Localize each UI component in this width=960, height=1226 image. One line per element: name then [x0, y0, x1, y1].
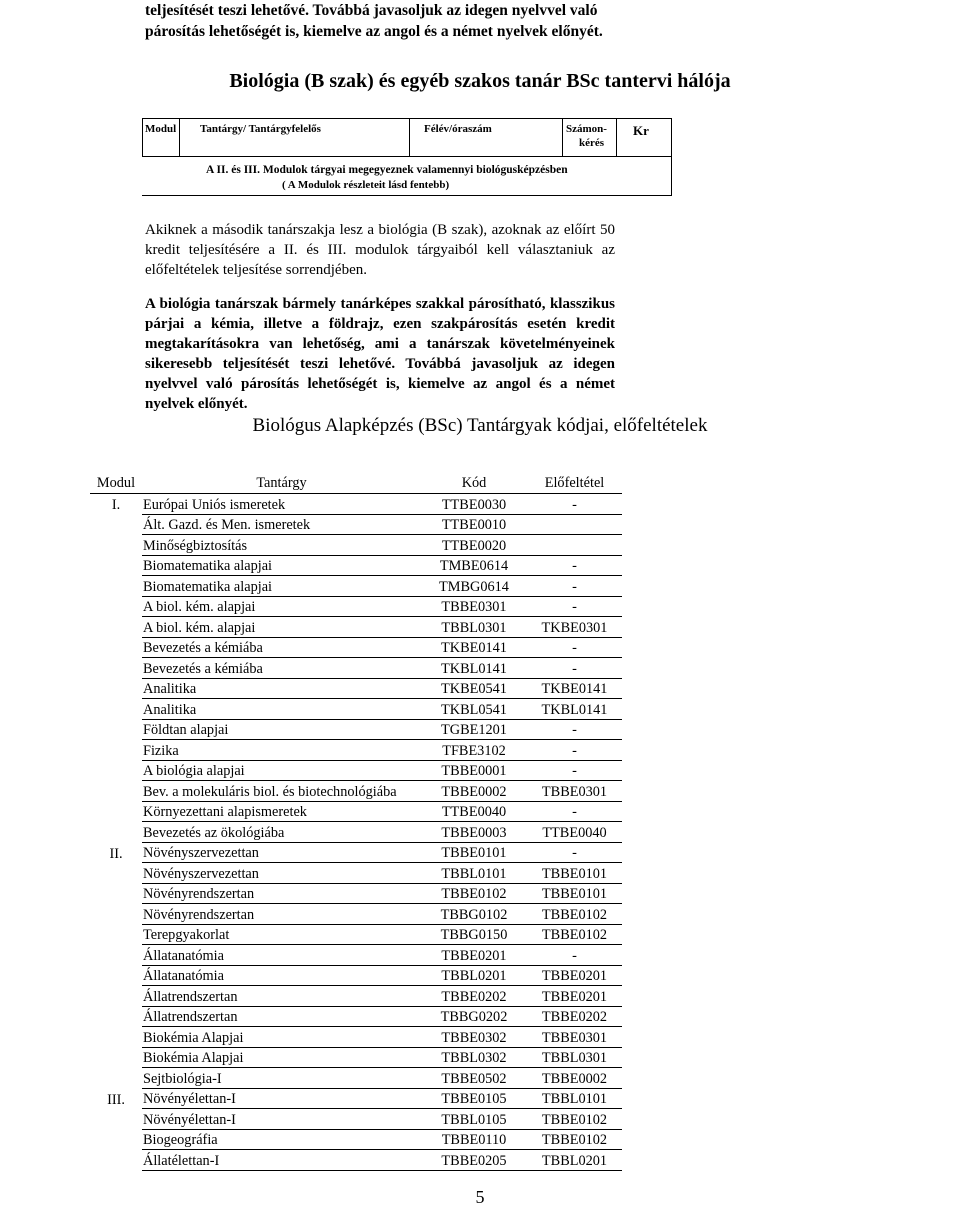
- row-code: TBBE0002: [421, 781, 527, 802]
- row-code: TFBE3102: [421, 740, 527, 761]
- row-modul: [90, 514, 142, 535]
- row-code: TKBE0541: [421, 678, 527, 699]
- row-subject: A biol. kém. alapjai: [142, 596, 421, 617]
- header-mid-rule: [142, 156, 672, 157]
- row-subject: A biol. kém. alapjai: [142, 617, 421, 638]
- row-modul: [90, 801, 142, 822]
- table-row: [90, 658, 622, 679]
- table-row: [90, 514, 622, 535]
- row-subject: Állatrendszertan: [142, 986, 421, 1007]
- table-row: [90, 1129, 622, 1150]
- table-row: [90, 1047, 622, 1068]
- row-modul: II.: [109, 845, 123, 862]
- table-row: [90, 1006, 622, 1027]
- row-code: TBBE0302: [421, 1027, 527, 1048]
- row-code: TBBE0110: [421, 1129, 527, 1150]
- table-row: [90, 1088, 622, 1109]
- top-paragraph: teljesítését teszi lehetővé. Továbbá javasoljuk az idegen nyelvvel való párosítás lehetőségét is, kiemelve az angol és a német nyelvek előnyét.: [145, 2, 603, 40]
- row-prerequisite: TBBE0002: [527, 1068, 622, 1089]
- paragraph-pairing: A biológia tanárszak bármely tanárképes szakkal párosítható, klasszikus párjai a kémia, illetve a földrajz, ezen szakpárosítás esetén kredit megtakarításokra van lehetőség, ami a tanárszak követelményeinek sikeresebb teljesítését teszi lehetővé. Továbbá javasoljuk az idegen nyelvvel való párosítás lehetőségét is, kiemelve az angol és a német nyelvek előnyét.: [145, 296, 615, 412]
- row-modul: [90, 986, 142, 1007]
- row-subject: Növényszervezettan: [142, 863, 421, 884]
- row-prerequisite: TBBE0102: [527, 1129, 622, 1150]
- row-modul: [90, 658, 142, 679]
- row-modul: III.: [107, 1091, 125, 1108]
- row-code: TBBL0101: [421, 863, 527, 884]
- row-modul: [90, 965, 142, 986]
- row-code: TKBE0141: [421, 637, 527, 658]
- row-code: TBBE0101: [421, 842, 527, 863]
- header-exam: Számon-: [566, 123, 607, 135]
- row-modul: [90, 678, 142, 699]
- row-subject: Környezettani alapismeretek: [142, 801, 421, 822]
- row-prerequisite: TBBE0102: [527, 1109, 622, 1130]
- row-subject: Biomatematika alapjai: [142, 576, 421, 597]
- row-modul: [90, 1047, 142, 1068]
- row-modul: [90, 904, 142, 925]
- header-col-rule: [562, 118, 563, 156]
- table-header-row: [90, 474, 622, 494]
- row-modul: I.: [111, 497, 121, 513]
- header-col-rule: [409, 118, 410, 156]
- row-code: TBBE0301: [421, 596, 527, 617]
- row-subject: Fizika: [142, 740, 421, 761]
- row-modul: [90, 596, 142, 617]
- row-prerequisite: -: [527, 637, 622, 658]
- row-prerequisite: -: [527, 842, 622, 863]
- row-subject: Biokémia Alapjai: [142, 1027, 421, 1048]
- row-prerequisite: TBBE0101: [527, 883, 622, 904]
- row-code: TGBE1201: [421, 719, 527, 740]
- row-subject: Biokémia Alapjai: [142, 1047, 421, 1068]
- row-prerequisite: -: [527, 658, 622, 679]
- section-title: Biológia (B szak) és egyéb szakos tanár BSc tantervi hálója: [229, 70, 731, 92]
- table-row: [90, 596, 622, 617]
- row-prerequisite: TBBE0301: [527, 1027, 622, 1048]
- table-row: [90, 576, 622, 597]
- row-modul: [90, 924, 142, 945]
- row-prerequisite: [527, 514, 622, 535]
- table-row: [90, 1027, 622, 1048]
- table-row: [90, 637, 622, 658]
- page-number: 5: [475, 1187, 485, 1207]
- header-semester: Félév/óraszám: [424, 123, 492, 135]
- row-subject: Analitika: [142, 699, 421, 720]
- row-prerequisite: TBBE0201: [527, 986, 622, 1007]
- row-subject: Ált. Gazd. és Men. ismeretek: [142, 514, 421, 535]
- header-col-rule: [142, 118, 143, 156]
- row-code: TBBE0001: [421, 760, 527, 781]
- row-modul: [90, 1150, 142, 1171]
- row-prerequisite: -: [527, 760, 622, 781]
- row-prerequisite: TBBE0202: [527, 1006, 622, 1027]
- row-subject: Sejtbiológia-I: [142, 1068, 421, 1089]
- row-prerequisite: TBBL0301: [527, 1047, 622, 1068]
- row-code: TBBG0150: [421, 924, 527, 945]
- row-subject: Terepgyakorlat: [142, 924, 421, 945]
- row-modul: [90, 699, 142, 720]
- row-prerequisite: -: [527, 494, 622, 515]
- row-modul: [90, 1027, 142, 1048]
- table-row: [90, 617, 622, 638]
- row-code: TKBL0141: [421, 658, 527, 679]
- table-row: [90, 699, 622, 720]
- table-row: [90, 965, 622, 986]
- row-modul: [90, 781, 142, 802]
- row-code: TMBG0614: [421, 576, 527, 597]
- table-row: [90, 1068, 622, 1089]
- row-prerequisite: TBBL0101: [527, 1088, 622, 1109]
- header-subject: Tantárgy/ Tantárgyfelelős: [200, 123, 321, 135]
- row-subject: Bevezetés a kémiába: [142, 658, 421, 679]
- row-code: TKBL0541: [421, 699, 527, 720]
- row-code: TBBE0202: [421, 986, 527, 1007]
- row-prerequisite: TKBE0301: [527, 617, 622, 638]
- row-subject: Földtan alapjai: [142, 719, 421, 740]
- col-header-modul: Modul: [90, 474, 142, 494]
- table-row: [90, 719, 622, 740]
- header-col-rule: [179, 118, 180, 156]
- row-modul: [90, 1129, 142, 1150]
- row-modul: [90, 1109, 142, 1130]
- table-row: [90, 883, 622, 904]
- row-modul: [90, 637, 142, 658]
- row-subject: Bevezetés a kémiába: [142, 637, 421, 658]
- table-row: [90, 863, 622, 884]
- col-header-subject: Tantárgy: [142, 474, 421, 494]
- table-row: [90, 986, 622, 1007]
- course-codes-table: [90, 474, 622, 1171]
- row-code: TBBL0201: [421, 965, 527, 986]
- table-subtitle: Biológus Alapképzés (BSc) Tantárgyak kódjai, előfeltételek: [252, 415, 708, 436]
- col-header-code: Kód: [421, 474, 527, 494]
- row-prerequisite: -: [527, 801, 622, 822]
- row-code: TBBL0302: [421, 1047, 527, 1068]
- row-prerequisite: TTBE0040: [527, 822, 622, 843]
- row-prerequisite: TBBE0101: [527, 863, 622, 884]
- row-modul: [90, 740, 142, 761]
- row-code: TTBE0010: [421, 514, 527, 535]
- col-header-prerequisite: Előfeltétel: [527, 474, 622, 494]
- header-top-rule: [142, 118, 672, 119]
- row-modul: [90, 945, 142, 966]
- row-modul: [90, 883, 142, 904]
- row-prerequisite: TBBE0301: [527, 781, 622, 802]
- row-code: TBBE0102: [421, 883, 527, 904]
- row-modul: [90, 555, 142, 576]
- row-subject: Állatanatómia: [142, 965, 421, 986]
- header-bottom-rule: [142, 195, 672, 196]
- row-code: TTBE0020: [421, 535, 527, 556]
- row-subject: Növényélettan-I: [142, 1088, 421, 1109]
- row-subject: Analitika: [142, 678, 421, 699]
- row-subject: A biológia alapjai: [142, 760, 421, 781]
- row-subject: Minőségbiztosítás: [142, 535, 421, 556]
- row-code: TTBE0030: [421, 494, 527, 515]
- row-modul: [90, 535, 142, 556]
- table-row: [90, 1150, 622, 1171]
- row-modul: [90, 617, 142, 638]
- row-subject: Növényélettan-I: [142, 1109, 421, 1130]
- row-code: TBBL0105: [421, 1109, 527, 1130]
- row-prerequisite: TBBE0201: [527, 965, 622, 986]
- row-prerequisite: TKBL0141: [527, 699, 622, 720]
- row-subject: Állatanatómia: [142, 945, 421, 966]
- row-prerequisite: -: [527, 945, 622, 966]
- row-code: TBBE0201: [421, 945, 527, 966]
- row-prerequisite: TKBE0141: [527, 678, 622, 699]
- table-row: [90, 904, 622, 925]
- row-prerequisite: -: [527, 719, 622, 740]
- row-subject: Bevezetés az ökológiába: [142, 822, 421, 843]
- header-modul: Modul: [145, 123, 177, 135]
- header-note: A II. és III. Modulok tárgyai megegyeznek valamennyi biológusképzésben: [206, 164, 568, 176]
- table-row: [90, 801, 622, 822]
- row-prerequisite: -: [527, 576, 622, 597]
- table-row: [90, 945, 622, 966]
- row-prerequisite: TBBE0102: [527, 904, 622, 925]
- table-row: [90, 1109, 622, 1130]
- row-subject: Növényszervezettan: [142, 842, 421, 863]
- row-modul: [90, 576, 142, 597]
- header-credit: Kr: [633, 123, 649, 138]
- row-modul: [90, 760, 142, 781]
- table-row: [90, 494, 622, 515]
- row-code: TTBE0040: [421, 801, 527, 822]
- row-code: TBBG0102: [421, 904, 527, 925]
- table-row: [90, 822, 622, 843]
- row-prerequisite: TBBE0102: [527, 924, 622, 945]
- row-subject: Biomatematika alapjai: [142, 555, 421, 576]
- table-row: [90, 535, 622, 556]
- row-prerequisite: [527, 535, 622, 556]
- header-col-rule: [671, 118, 672, 196]
- table-row: [90, 781, 622, 802]
- row-subject: Növényrendszertan: [142, 904, 421, 925]
- table-row: [90, 842, 622, 863]
- row-code: TBBG0202: [421, 1006, 527, 1027]
- row-code: TBBE0003: [421, 822, 527, 843]
- table-row: [90, 555, 622, 576]
- curriculum-header-table: [142, 118, 672, 196]
- row-prerequisite: -: [527, 596, 622, 617]
- row-subject: Bev. a molekuláris biol. és biotechnológiába: [142, 781, 421, 802]
- row-code: TBBE0105: [421, 1088, 527, 1109]
- row-prerequisite: TBBL0201: [527, 1150, 622, 1171]
- table-row: [90, 740, 622, 761]
- row-modul: [90, 1006, 142, 1027]
- row-code: TMBE0614: [421, 555, 527, 576]
- row-modul: [90, 863, 142, 884]
- paragraph-second-major: Akiknek a második tanárszakja lesz a biológia (B szak), azoknak az előírt 50 kredit teljesítésére a II. és III. modulok tárgyaiból kell választaniuk az előfeltételek teljesítése sorrendjében.: [145, 222, 615, 278]
- row-modul: [90, 1068, 142, 1089]
- header-exam-2: kérés: [579, 137, 605, 149]
- row-prerequisite: -: [527, 555, 622, 576]
- table-row: [90, 924, 622, 945]
- row-subject: Növényrendszertan: [142, 883, 421, 904]
- row-subject: Állatrendszertan: [142, 1006, 421, 1027]
- row-subject: Állatélettan-I: [142, 1150, 421, 1171]
- row-modul: [90, 822, 142, 843]
- row-code: TBBE0205: [421, 1150, 527, 1171]
- row-modul: [90, 719, 142, 740]
- header-note-2: ( A Modulok részleteit lásd fentebb): [282, 179, 450, 191]
- table-row: [90, 678, 622, 699]
- row-code: TBBL0301: [421, 617, 527, 638]
- row-code: TBBE0502: [421, 1068, 527, 1089]
- row-subject: Európai Uniós ismeretek: [142, 494, 421, 515]
- row-prerequisite: -: [527, 740, 622, 761]
- table-row: [90, 760, 622, 781]
- header-col-rule: [616, 118, 617, 156]
- row-subject: Biogeográfia: [142, 1129, 421, 1150]
